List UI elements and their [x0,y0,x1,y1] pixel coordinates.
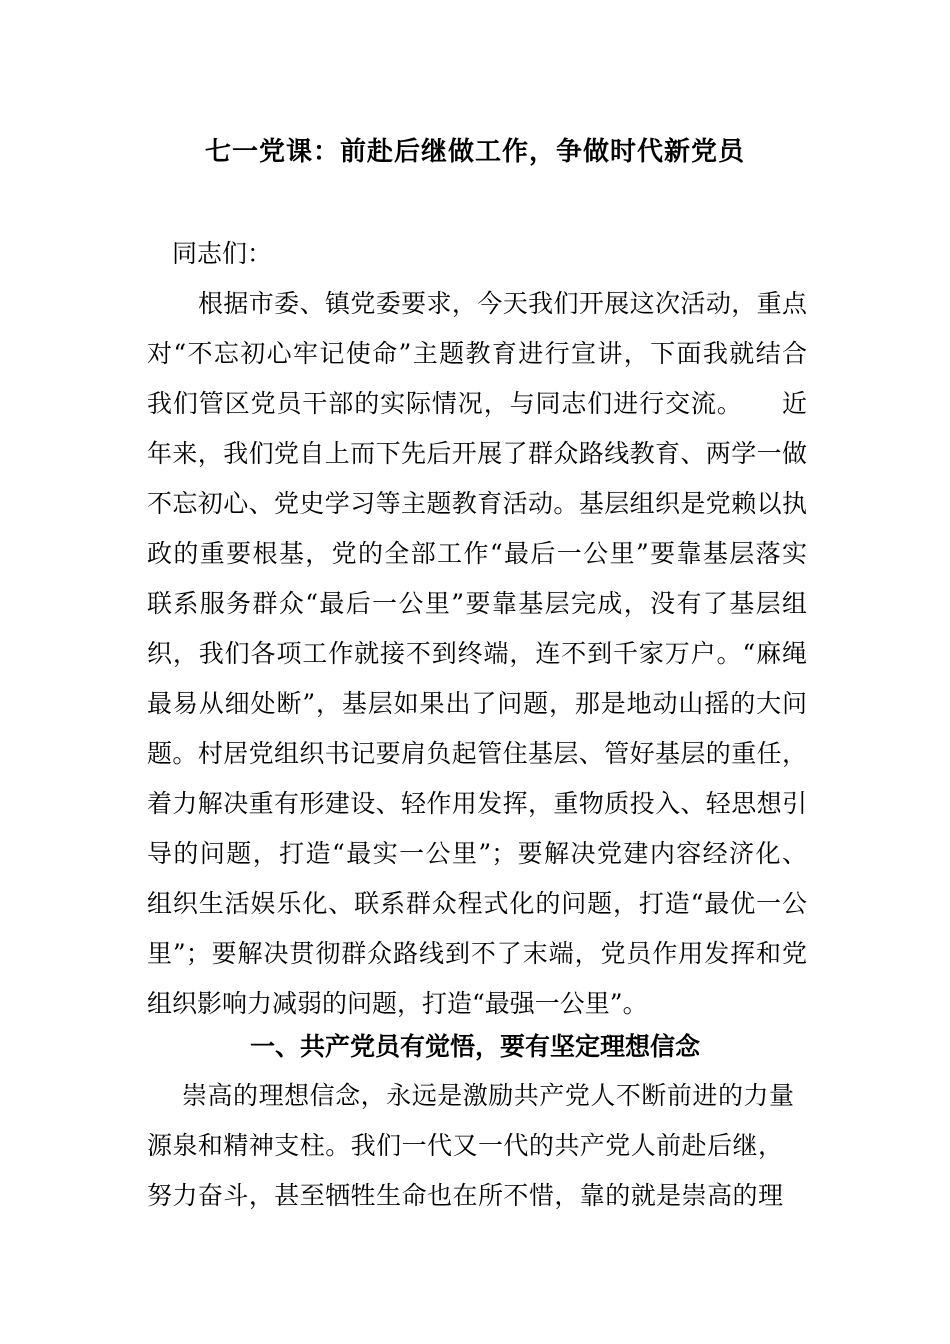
paragraph-1-line: 年来，我们党自上而下先后开展了群众路线教育、两学一做 [147,439,807,468]
paragraph-2-line: 努力奋斗，甚至牺牲生命也在所不惜，靠的就是崇高的理 [147,1181,783,1210]
paragraph-1-line: 不忘初心、党史学习等主题教育活动。基层组织是党赖以执 [147,489,807,518]
paragraph-1-line: 政的重要根基，党的全部工作“最后一公里”要靠基层落实 [147,539,807,568]
paragraph-1-line: 组织影响力减弱的问题，打造“最强一公里”。 [147,989,648,1018]
salutation: 同志们： [172,239,273,268]
section-1-heading: 一、共产党员有觉悟，要有坚定理想信念 [249,1032,700,1061]
paragraph-1-line: 题。村居党组织书记要肩负起管住基层、管好基层的重任， [147,739,807,768]
paragraph-2-line: 崇高的理想信念，永远是激励共产党人不断前进的力量 [182,1081,794,1110]
document-title: 七一党课：前赴后继做工作，争做时代新党员 [204,137,745,167]
paragraph-1-line: 着力解决重有形建设、轻作用发挥，重物质投入、轻思想引 [147,789,807,818]
paragraph-1-line: 对“不忘初心牢记使命”主题教育进行宣讲，下面我就结合 [147,339,807,368]
paragraph-2-line: 源泉和精神支柱。我们一代又一代的共产党人前赴后继， [147,1131,783,1160]
paragraph-1-line: 组织生活娱乐化、联系群众程式化的问题，打造“最优一公 [147,889,807,918]
paragraph-1-line: 织，我们各项工作就接不到终端，连不到千家万户。“麻绳 [147,639,807,668]
paragraph-1-line: 我们管区党员干部的实际情况，与同志们进行交流。 近 [147,389,807,418]
paragraph-1-line: 里”；要解决贯彻群众路线到不了末端，党员作用发挥和党 [147,939,807,968]
paragraph-1-line: 导的问题，打造“最实一公里”；要解决党建内容经济化、 [147,839,807,868]
paragraph-1-line: 最易从细处断”，基层如果出了问题，那是地动山摇的大问 [147,689,807,718]
paragraph-1-line: 联系服务群众“最后一公里”要靠基层完成，没有了基层组 [147,589,807,618]
paragraph-1-line: 根据市委、镇党委要求，今天我们开展这次活动，重点 [198,289,807,318]
